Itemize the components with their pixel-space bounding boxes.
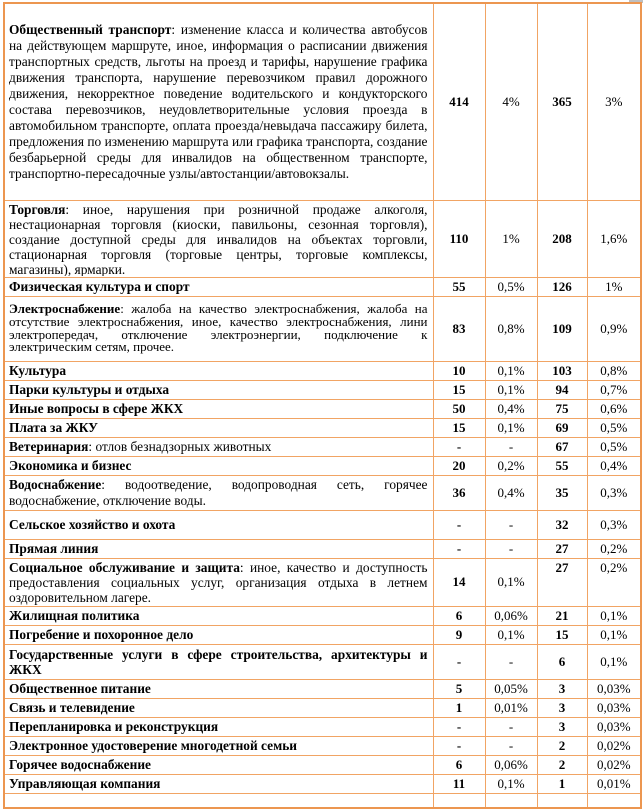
appeals-by-category-table [3, 2, 642, 809]
table-row [4, 626, 641, 645]
category-text [9, 458, 428, 474]
percent-period1-cell: - [485, 718, 537, 737]
table-row [4, 418, 641, 437]
category-description: : иное, нарушения при розничной продаже алкоголя, нестационарная торговля (киоски, павильоны, сезонная торговля), создание доступной среды для инвалидов на объектах торговли, стационарная торговля (торговые центры, торговые комплексы, магазины), ярмарки. [9, 201, 428, 276]
count-period1-cell: - [433, 437, 485, 456]
table-row [4, 200, 641, 277]
count-period2-cell: 21 [537, 607, 587, 626]
category-description: : изменение класса и количества автобусов на действующем маршруте, иное, информация о расписании движения транспортных средств, льготы на проезд и тарифы, нарушение графика движения транспорта, нарушение перевозчиком правил дорожного движения, некорректное поведение водительского и кондукторского состава перевозчиков, неудовлетворительные условия проезда в автомобильном транспорте, оплата проезда/невыдача пассажиру билета, предложения по изменению маршрута или графика транспорта, создание безбарьерной среды для инвалидов на общественном транспорте, транспортно-пересадочные узлы/автостанции/автовокзалы. [9, 21, 428, 181]
percent-period1-cell: 0,2% [485, 456, 537, 475]
empty-cell [4, 794, 433, 808]
table-row [4, 361, 641, 380]
percent-period2-cell: 0,01% [587, 775, 641, 794]
table-row [4, 510, 641, 539]
empty-cell [537, 794, 587, 808]
percent-period2-cell: 0,02% [587, 756, 641, 775]
category-title: Торговля [9, 201, 66, 217]
category-title: Общественное питание [9, 681, 151, 697]
count-period2-cell: 109 [537, 296, 587, 361]
percent-period2-cell: 1,6% [587, 200, 641, 277]
category-cell [4, 699, 433, 718]
category-title: Жилищная политика [9, 608, 140, 624]
count-period1-cell: - [433, 737, 485, 756]
percent-period1-cell: 0,1% [485, 775, 537, 794]
count-period1-cell: 83 [433, 296, 485, 361]
category-title: Электронное удостоверение многодетной семьи [9, 738, 298, 754]
category-cell [4, 718, 433, 737]
category-text [9, 477, 428, 508]
category-cell [4, 418, 433, 437]
empty-cell [587, 794, 641, 808]
percent-period2-cell: 0,5% [587, 418, 641, 437]
table-row [4, 699, 641, 718]
count-period2-cell: 3 [537, 680, 587, 699]
percent-period1-cell: 1% [485, 200, 537, 277]
count-period1-cell: 414 [433, 3, 485, 200]
table-row [4, 437, 641, 456]
category-text [9, 382, 428, 398]
category-text [9, 517, 428, 533]
category-description: : отлов безнадзорных животных [88, 438, 272, 454]
table-row [4, 645, 641, 680]
category-text [9, 700, 428, 716]
count-period1-cell: 14 [433, 558, 485, 607]
category-text [9, 303, 428, 354]
count-period2-cell: 2 [537, 756, 587, 775]
percent-period1-cell: - [485, 510, 537, 539]
percent-period2-cell: 0,9% [587, 296, 641, 361]
category-cell [4, 361, 433, 380]
count-period1-cell: 1 [433, 699, 485, 718]
count-period2-cell: 126 [537, 277, 587, 296]
count-period2-cell: 208 [537, 200, 587, 277]
count-period1-cell: 5 [433, 680, 485, 699]
category-text [9, 608, 428, 624]
table-body [4, 3, 641, 808]
category-description: : жалоба на качество электроснабжения, жалоба на отсутствие электроснабжения, иное, качество электроснабжения, лини электропередач, отключение электроэнергии, подключение к электрическим сетям, прочее. [9, 303, 428, 354]
percent-period1-cell: 0,05% [485, 680, 537, 699]
percent-period1-cell: - [485, 645, 537, 680]
category-title: Государственные услуги в сфере строительства, архитектуры и ЖКХ [9, 646, 428, 678]
percent-period1-cell: 0,06% [485, 607, 537, 626]
count-period2-cell: 75 [537, 399, 587, 418]
count-period1-cell: 15 [433, 380, 485, 399]
category-text [9, 647, 428, 678]
category-cell [4, 296, 433, 361]
table-row [4, 277, 641, 296]
category-title: Ветеринария [9, 438, 89, 454]
percent-period1-cell: 0,1% [485, 418, 537, 437]
percent-period2-cell: 0,6% [587, 399, 641, 418]
category-text [9, 439, 428, 455]
category-title: Погребение и похоронное дело [9, 627, 194, 643]
category-description: : иное, качество и доступность предоставления социальных услуг, организация отдыха в летнем оздоровительном лагере. [9, 559, 428, 606]
percent-period1-cell: 4% [485, 3, 537, 200]
count-period1-cell: 6 [433, 756, 485, 775]
category-description: : водоотведение, водопроводная сеть, горячее водоснабжение, отключение воды. [9, 477, 428, 508]
category-title: Прямая линия [9, 540, 99, 556]
category-title: Культура [9, 362, 67, 378]
count-period2-cell: 6 [537, 645, 587, 680]
percent-period1-cell: 0,1% [485, 626, 537, 645]
category-title: Водоснабжение [9, 477, 102, 492]
category-cell [4, 756, 433, 775]
category-text [9, 401, 428, 417]
count-period2-cell: 35 [537, 475, 587, 510]
count-period1-cell: - [433, 718, 485, 737]
category-text [9, 776, 428, 792]
category-text [9, 202, 428, 276]
percent-period1-cell: - [485, 737, 537, 756]
percent-period2-cell: 0,1% [587, 626, 641, 645]
count-period2-cell: 15 [537, 626, 587, 645]
count-period1-cell: - [433, 539, 485, 558]
percent-period2-cell: 0,2% [587, 558, 641, 607]
category-text [9, 738, 428, 754]
table-row [4, 756, 641, 775]
count-period2-cell: 27 [537, 539, 587, 558]
percent-period1-cell: - [485, 437, 537, 456]
category-title: Социальное обслуживание и защита [9, 559, 240, 575]
percent-period2-cell: 0,3% [587, 475, 641, 510]
category-title: Электроснабжение [9, 303, 121, 317]
percent-period2-cell: 0,4% [587, 456, 641, 475]
table-row [4, 718, 641, 737]
table-row [4, 737, 641, 756]
count-period2-cell: 365 [537, 3, 587, 200]
percent-period2-cell: 0,03% [587, 699, 641, 718]
count-period2-cell: 94 [537, 380, 587, 399]
category-cell [4, 626, 433, 645]
category-title: Перепланировка и реконструкция [9, 719, 219, 735]
count-period1-cell: 9 [433, 626, 485, 645]
percent-period2-cell: 0,1% [587, 645, 641, 680]
partial-row [4, 794, 641, 808]
count-period1-cell: 15 [433, 418, 485, 437]
category-text [9, 363, 428, 379]
table-row [4, 680, 641, 699]
category-text [9, 627, 428, 643]
category-title: Плата за ЖКУ [9, 419, 98, 435]
count-period2-cell: 3 [537, 699, 587, 718]
table-row [4, 607, 641, 626]
category-text [9, 22, 428, 182]
category-cell [4, 607, 433, 626]
category-cell [4, 380, 433, 399]
percent-period2-cell: 0,03% [587, 718, 641, 737]
percent-period1-cell: 0,5% [485, 277, 537, 296]
count-period2-cell: 55 [537, 456, 587, 475]
category-cell [4, 737, 433, 756]
table-row [4, 3, 641, 200]
empty-cell [485, 794, 537, 808]
count-period2-cell: 103 [537, 361, 587, 380]
table-row [4, 456, 641, 475]
category-cell [4, 3, 433, 200]
category-cell [4, 539, 433, 558]
category-text [9, 681, 428, 697]
percent-period2-cell: 0,1% [587, 607, 641, 626]
percent-period1-cell: 0,4% [485, 475, 537, 510]
count-period2-cell: 1 [537, 775, 587, 794]
percent-period1-cell: 0,8% [485, 296, 537, 361]
category-cell [4, 680, 433, 699]
percent-period1-cell: 0,06% [485, 756, 537, 775]
count-period1-cell: 36 [433, 475, 485, 510]
category-title: Связь и телевидение [9, 700, 135, 716]
percent-period2-cell: 3% [587, 3, 641, 200]
category-text [9, 719, 428, 735]
percent-period2-cell: 0,03% [587, 680, 641, 699]
category-cell [4, 399, 433, 418]
percent-period1-cell: 0,4% [485, 399, 537, 418]
category-title: Сельское хозяйство и охота [9, 516, 176, 532]
category-cell [4, 437, 433, 456]
percent-period2-cell: 0,3% [587, 510, 641, 539]
table-row [4, 475, 641, 510]
category-cell [4, 645, 433, 680]
percent-period1-cell: 0,01% [485, 699, 537, 718]
category-title: Иные вопросы в сфере ЖКХ [9, 400, 184, 416]
table-row [4, 558, 641, 607]
count-period1-cell: 110 [433, 200, 485, 277]
percent-period2-cell: 0,02% [587, 737, 641, 756]
category-cell [4, 200, 433, 277]
category-cell [4, 277, 433, 296]
category-text [9, 541, 428, 557]
category-title: Экономика и бизнес [9, 457, 132, 473]
table-row [4, 539, 641, 558]
count-period2-cell: 69 [537, 418, 587, 437]
empty-cell [433, 794, 485, 808]
percent-period2-cell: 0,8% [587, 361, 641, 380]
category-cell [4, 475, 433, 510]
category-text [9, 757, 428, 773]
count-period1-cell: 11 [433, 775, 485, 794]
percent-period1-cell: 0,1% [485, 361, 537, 380]
count-period1-cell: 10 [433, 361, 485, 380]
count-period1-cell: 50 [433, 399, 485, 418]
table-row [4, 296, 641, 361]
count-period2-cell: 2 [537, 737, 587, 756]
category-title: Горячее водоснабжение [9, 757, 151, 773]
percent-period1-cell: 0,1% [485, 380, 537, 399]
count-period2-cell: 67 [537, 437, 587, 456]
percent-period2-cell: 0,5% [587, 437, 641, 456]
percent-period2-cell: 0,7% [587, 380, 641, 399]
count-period1-cell: - [433, 645, 485, 680]
category-text [9, 560, 428, 606]
category-text [9, 420, 428, 436]
count-period1-cell: 55 [433, 277, 485, 296]
table-row [4, 380, 641, 399]
count-period2-cell: 27 [537, 558, 587, 607]
category-text [9, 279, 428, 295]
category-title: Физическая культура и спорт [9, 278, 190, 294]
category-cell [4, 558, 433, 607]
count-period1-cell: 20 [433, 456, 485, 475]
category-title: Управляющая компания [9, 776, 161, 792]
category-cell [4, 510, 433, 539]
percent-period2-cell: 1% [587, 277, 641, 296]
table-row [4, 399, 641, 418]
percent-period1-cell: 0,1% [485, 558, 537, 607]
count-period1-cell: - [433, 510, 485, 539]
category-title: Парки культуры и отдыха [9, 381, 170, 397]
count-period2-cell: 3 [537, 718, 587, 737]
percent-period2-cell: 0,2% [587, 539, 641, 558]
count-period2-cell: 32 [537, 510, 587, 539]
category-title: Общественный транспорт [9, 21, 172, 37]
count-period1-cell: 6 [433, 607, 485, 626]
percent-period1-cell: - [485, 539, 537, 558]
category-cell [4, 456, 433, 475]
